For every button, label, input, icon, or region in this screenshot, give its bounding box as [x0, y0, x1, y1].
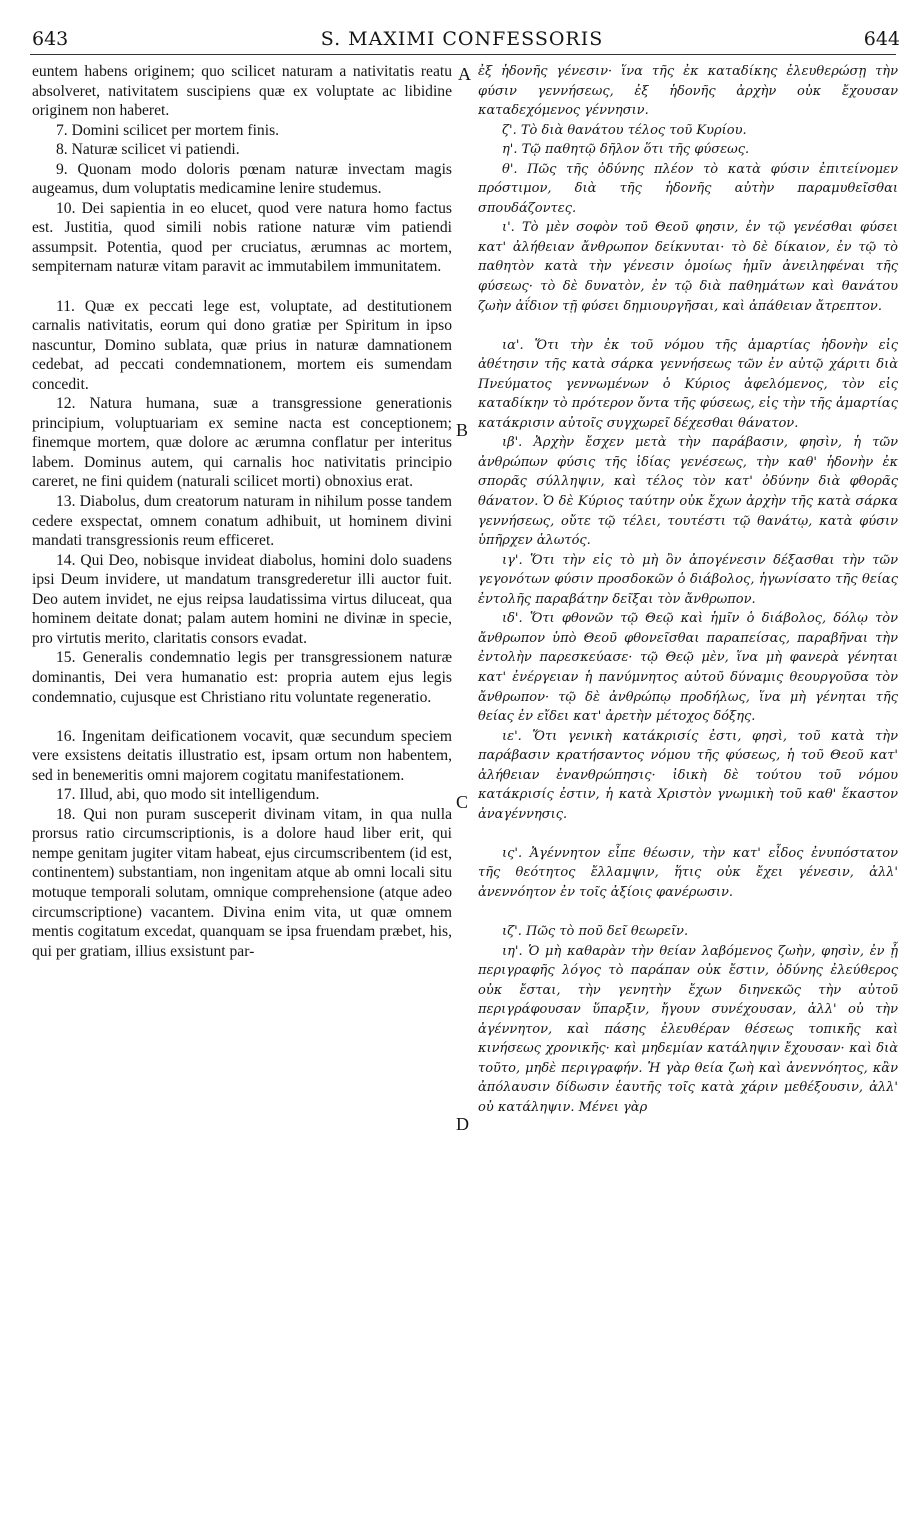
latin-paragraph: 17. Illud, abi, quo modo sit intelligendum.: [56, 786, 320, 804]
latin-paragraph: 7. Domini scilicet per mortem finis.: [56, 121, 280, 139]
latin-paragraph: 8. Naturæ scilicet vi patiendi.: [56, 141, 240, 159]
margin-letter-a: A: [458, 64, 471, 84]
latin-paragraph: 11. Quæ ex peccati lege est, voluptate, ad destitutionem carnalis nativitatis, eorum qui dono gratiæ per Spiritum in ipso nascuntur, Domino sublata, quæ prius in naturæ damnationem cedebat, ad peccati condemnationem, mortem eis sumendam concedit.: [32, 297, 452, 393]
page-number-right: 644: [863, 28, 900, 50]
greek-paragraph: ιε'. Ὅτι γενικὴ κατάκρισίς ἐστι, φησὶ, τοῦ κατὰ τὴν παράβασιν κρατήσαντος νόμου τῆς φύσεως, ἡ τοῦ Θεοῦ κατ' ἀλήθειαν ἐνανθρώπησις· ἰδικὴ δὲ τούτου τοῦ νόμου κατάκρισίς ἐστιν, ἡ κατὰ Χριστὸν γνωμικὴ τοῦ καθ' ἕκαστον ἀναγέννησις.: [478, 728, 898, 822]
latin-paragraph: 16. Ingenitam deificationem vocavit, quæ secundum speciem vere exsistens deitatis illustratio est, ipsam ortum non habentem, sed in beneмeritis omni majorem cogitatu manifestationem.: [32, 727, 452, 784]
greek-paragraph: ιβ'. Ἀρχὴν ἔσχεν μετὰ τὴν παράβασιν, φησὶν, ἡ τῶν ἀνθρώπων φύσις τῆς ἰδίας γενέσεως, τὴν καθ' ἡδονὴν ἐκ σπορᾶς σύλληψιν, καὶ τέλος τὸν κατ' ὀδύνην διὰ φθορᾶς θάνατον. Ὁ δὲ Κύριος ταύτην οὐκ ἔχων ἀρχὴν τῆς κατὰ σάρκα γεννήσεως, οὔτε τῷ τέλει, τουτέστι τῷ θανάτῳ, κατὰ φύσιν ὑπῆρχεν ἁλωτός.: [478, 435, 898, 549]
latin-paragraph: 12. Natura humana, suæ a transgressione generationis principium, voluptuariam ex semine nacta est conceptionem; finemque mortem, quæ dolore ac ærumna conflatur per interitus labem. Dominus autem, qui carnalis hoc nativitatis principio careret, ne fini quidem (naturali scilicet morti) obnoxius erat.: [32, 395, 452, 491]
greek-paragraph: ιη'. Ὁ μὴ καθαρὰν τὴν θείαν λαβόμενος ζωὴν, φησὶν, ἐν ᾗ περιγραφῆς λόγος τὸ παράπαν οὐκ ἔστιν, ὀδύνης ἐλεύθερος οὐκ ἔσται, τὴν γενητὴν ἔχων διηνεκῶς τὴν αὐτοῦ περιγράφουσαν ὕπαρξιν, ἤγουν συνέχουσαν, ἀλλ' οὐ τὴν ἀγέννητον, καὶ πάσης ἐλευθέραν θέσεως τοπικῆς καὶ κινήσεως χρονικῆς· καὶ μηδεμίαν κατάληψιν ἔχουσαν· καὶ διὰ τοῦτο, μηδὲ περιγραφήν. Ἡ γὰρ θεία ζωὴ καὶ ἀνεννόητος, κἂν ἀπόλαυσιν δίδωσιν ἑαυτῆς τοῖς κατὰ χάριν μεθέξουσιν, ἀλλ' οὐ κατάληψιν. Μένει γὰρ: [478, 943, 898, 1115]
paragraph-gap: [478, 824, 898, 844]
margin-letter-d: D: [456, 1114, 469, 1134]
greek-paragraph: ζ'. Τὸ διὰ θανάτου τέλος τοῦ Κυρίου.: [502, 122, 747, 138]
latin-paragraph: 18. Qui non puram susceperit divinam vitam, in qua nulla prorsus ratio circumscriptionis, is a dolore haud liber erit, qui nempe genitam jugiter vitam habeat, ejus circumscribentem (id est, continentem) substantiam, non ingenitam atque ab omni locali situ motuque temporali solutam, omnique comprehensione (atque adeo circumscriptione) vacantem. Divina enim vita, ut quæ omnem mentis cogitatum excedat, quanquam se ipsa fruendam præbet, his, qui per gratiam, illius exsistunt par-: [32, 805, 452, 960]
greek-paragraph: ι'. Τὸ μὲν σοφὸν τοῦ Θεοῦ φησιν, ἐν τῷ γενέσθαι φύσει κατ' ἀλήθειαν ἄνθρωπον δείκνυται· τὸ δὲ δίκαιον, ἐν τῷ τὸ παθητὸν κατὰ τὴν γένεσιν ὁμοίως ἡμῖν ἀνειληφέναι τῆς φύσεως· τὸ δὲ δυνατὸν, ἐν τῷ διὰ παθημάτων καὶ θανάτου ζωὴν ἀΐδιον τῇ φύσει δημιουργῆσαι, καὶ ἀπάθειαν ἄτρεπτον.: [478, 220, 898, 314]
greek-paragraph: ιγ'. Ὅτι τὴν εἰς τὸ μὴ ὂν ἀπογένεσιν δέξασθαι τὴν τῶν γεγονότων φύσιν προσδοκῶν ὁ διάβολος, ἠγωνίσατο τῆς θείας ἐντολῆς παραβάτην δεῖξαι τὸν ἄνθρωπον.: [478, 552, 898, 607]
latin-paragraph: 10. Dei sapientia in eo elucet, quod vere natura homo factus est. Justitia, quod simili nobis ratione naturæ vim patiendi assumpsit. Potentia, quod per cruciatus, ærumnas ac mortem, sempiternam naturæ vitam paravit ac immutabilem immunitatem.: [32, 199, 452, 276]
latin-paragraph: 9. Quonam modo doloris pœnam naturæ invectam magis augeamus, dum voluptatis medicamine lenire studemus.: [32, 160, 452, 198]
page-number-left: 643: [32, 28, 69, 50]
greek-paragraph: ις'. Ἀγέννητον εἶπε θέωσιν, τὴν κατ' εἶδος ἐνυπόστατον τῆς θεότητος ἔλλαμψιν, ἥτις οὐκ ἔχει γένεσιν, ἀλλ' ἀνεννόητον ἐν τοῖς ἀξίοις φανέρωσιν.: [478, 845, 898, 900]
greek-paragraph: ιδ'. Ὅτι φθονῶν τῷ Θεῷ καὶ ἡμῖν ὁ διάβολος, δόλῳ τὸν ἄνθρωπον ὑπὸ Θεοῦ φθονεῖσθαι παραπείσας, παραβῆναι τὴν ἐντολὴν παρεσκεύασε· τῷ Θεῷ μὲν, ἵνα μὴ φανερὰ γένηται κατ' ἐνέργειαν ἡ πανύμνητος αὐτοῦ δύναμις θεουργοῦσα τὸν ἄνθρωπον· τῷ δὲ ἀνθρώπῳ προδήλως, ἵνα μὴ γένηται τῆς θείας ἐν εἴδει κατ' ἀρετὴν μέτοχος δόξης.: [478, 611, 898, 725]
paragraph-gap: [32, 277, 452, 297]
greek-column: [478, 62, 898, 1118]
latin-column: [32, 62, 452, 961]
greek-paragraph: θ'. Πῶς τῆς ὀδύνης πλέον τὸ κατὰ φύσιν ἐπιτείνομεν πρόστιμον, διὰ τῆς ἡδονῆς αὐτὴν παραμυθεῖσθαι σπουδάζοντες.: [478, 161, 898, 216]
latin-paragraph: 13. Diabolus, dum creatorum naturam in nihilum posse tandem cedere exspectat, omnem conatum adhibuit, ut hominem divini mandati transgressionis reum efficeret.: [32, 493, 452, 550]
latin-paragraph: 15. Generalis condemnatio legis per transgressionem naturæ dominantis, Dei vera humanatio est: propria autem ejus legis condemnatio, cujusque est Christiano ritu voluntate regeneratio.: [32, 649, 452, 706]
greek-paragraph: ιζ'. Πῶς τὸ ποῦ δεῖ θεωρεῖν.: [502, 924, 689, 940]
header-rule: [30, 54, 896, 55]
running-title: S. MAXIMI CONFESSORIS: [320, 28, 604, 50]
margin-letter-c: C: [456, 792, 469, 812]
paragraph-gap: [478, 903, 898, 923]
greek-paragraph: ἐξ ἡδονῆς γένεσιν· ἵνα τῆς ἐκ καταδίκης ἐλευθερώσῃ τὴν φύσιν γεννήσεως, ἐξ ἡδονῆς ἀρχὴν οὐκ ἔχουσαν καταδεχόμενος γέννησιν.: [478, 64, 898, 119]
greek-paragraph: ια'. Ὅτι τὴν ἐκ τοῦ νόμου τῆς ἁμαρτίας ἡδονὴν εἰς ἀθέτησιν τῆς κατὰ σάρκα γεννήσεως τῶν ἐν αὐτῷ χάριτι διὰ Πνεύματος γεννωμένων ὁ Κύριος ἀφελόμενος, τὸν εἰς καταδίκην τὸ πρότερον ὄντα τῆς φύσεως, εἰς τὴν τῆς ἁμαρτίας κατάκρισιν αὐτοῖς συγχωρεῖ δέχεσθαι θάνατον.: [478, 337, 898, 431]
latin-paragraph: euntem habens originem; quo scilicet naturam a nativitatis reatu absolveret, nativitatem suscipiens quæ ex voluptate ac libidine originem non haberet.: [32, 63, 452, 120]
paragraph-gap: [478, 316, 898, 336]
latin-paragraph: 14. Qui Deo, nobisque invideat diabolus, homini dolo suadens ipsi Deum invidere, ut mandatum transgrederetur illi auctor fuit. Deo autem invidet, ne ejus reipsa laudatissima virtus diluceat, qua hominem deitate donat; palam autem homini ne divinæ in specie, pro virtutis merito, claritatis consors evadat.: [32, 551, 452, 647]
paragraph-gap: [32, 707, 452, 727]
margin-letter-b: B: [456, 420, 469, 440]
greek-paragraph: η'. Τῷ παθητῷ δῆλον ὅτι τῆς φύσεως.: [502, 142, 750, 158]
